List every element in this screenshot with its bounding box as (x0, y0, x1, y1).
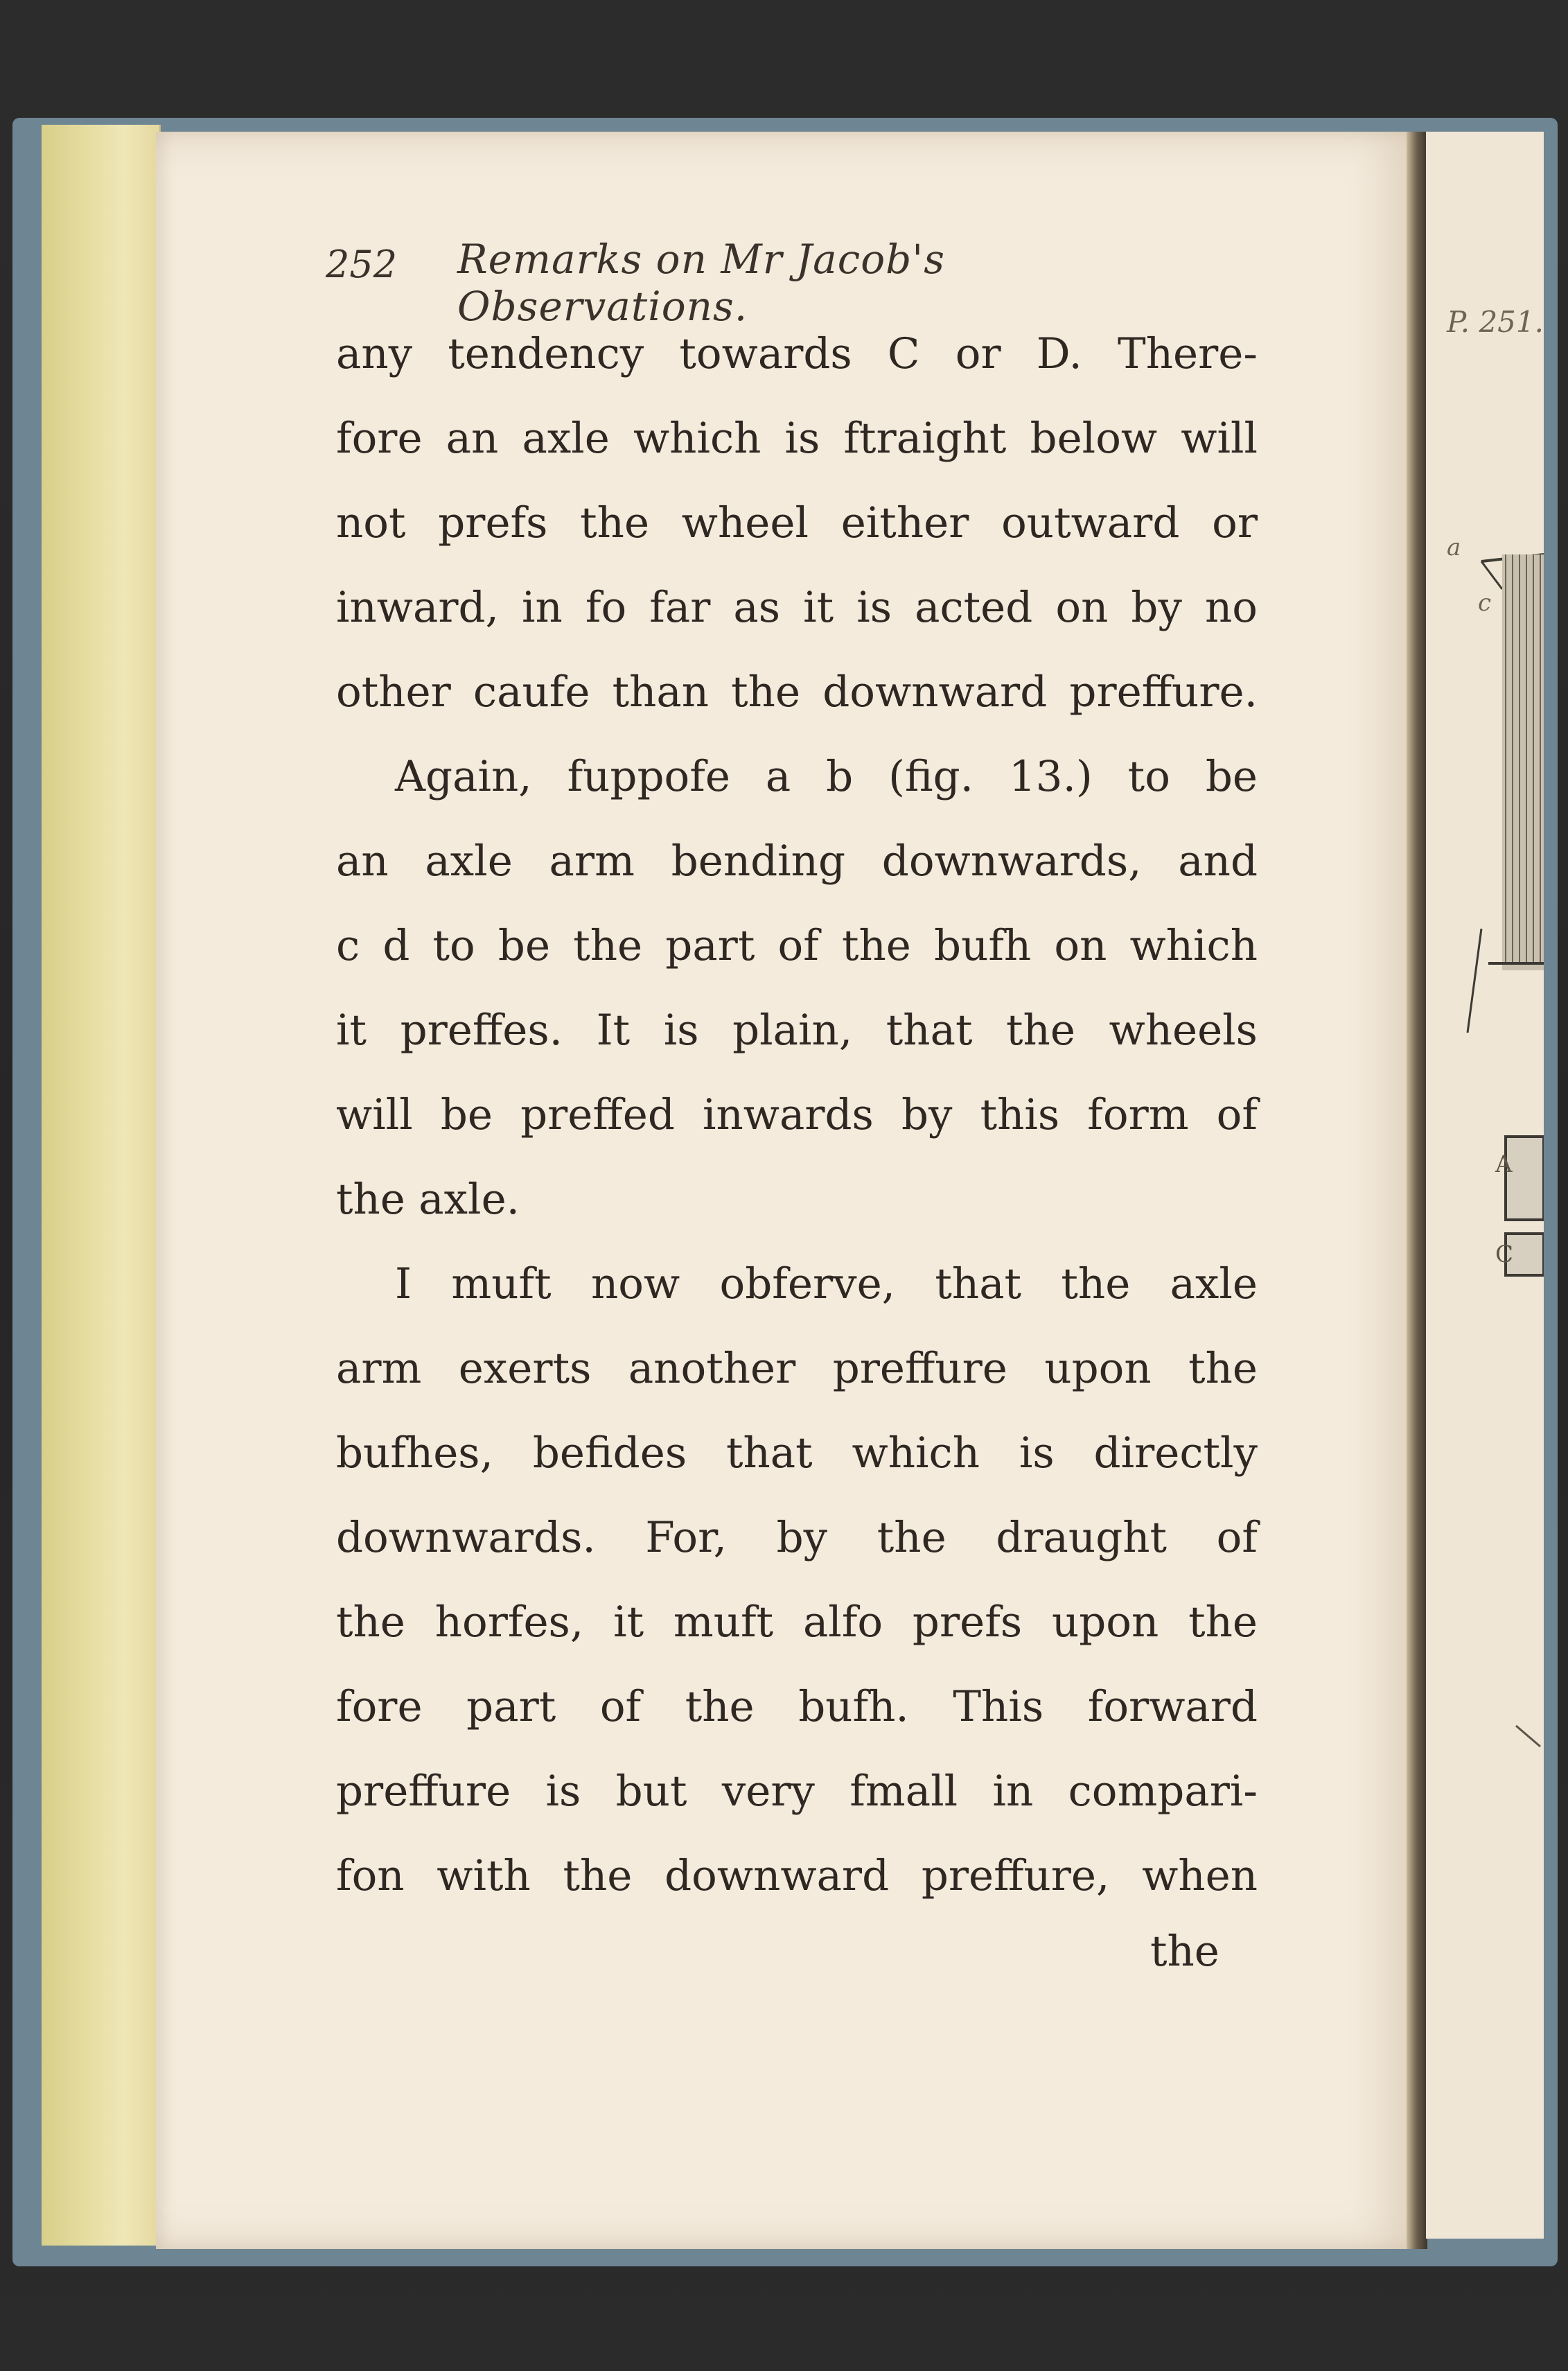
text-line: the axle. (336, 1175, 520, 1224)
text-line: downwards. For, by the draught of (336, 1513, 1258, 1562)
text-line: bufhes, befides that which is directly (336, 1428, 1258, 1478)
text-line: fore an axle which is ftraight below will (336, 414, 1258, 463)
text-line: c d to be the part of the bufh on which (336, 921, 1258, 970)
text-line: the horfes, it muft alfo prefs upon the (336, 1598, 1258, 1647)
header-title: Remarks on Mr Jacob's Observations. (457, 236, 945, 330)
plate-letter-a: a (1447, 534, 1461, 561)
text-line: arm exerts another preffure upon the (336, 1344, 1258, 1393)
text-line: an axle arm bending downwards, and (336, 837, 1258, 886)
text-line: not prefs the wheel either outward or (336, 498, 1258, 548)
text-line: other caufe than the downward preffure. (336, 667, 1258, 717)
plate-label-a: A (1495, 1150, 1513, 1178)
text-line: any tendency towards C or D. There- (336, 329, 1258, 378)
text-line: preffure is but very fmall in compari- (336, 1767, 1258, 1816)
fold-out-plate (1426, 132, 1544, 2239)
text-line: it preffes. It is plain, that the wheels (336, 1006, 1258, 1055)
running-head (326, 236, 1226, 330)
text-line: inward, in fo far as it is acted on by no (336, 583, 1258, 632)
page-edges (42, 125, 161, 2246)
page-number: 252 (326, 243, 398, 286)
text-line: will be preffed inwards by this form of (336, 1090, 1258, 1139)
plate-number: P. 251. (1447, 305, 1544, 339)
text-line: fore part of the bufh. This forward (336, 1682, 1258, 1731)
text-line: I muft now obferve, that the axle (395, 1259, 1258, 1309)
plate-letter-c: c (1478, 589, 1492, 617)
catchword: the (1150, 1927, 1219, 1976)
plate-engraving (1426, 132, 1544, 2239)
body-text (336, 312, 1258, 1918)
text-line: fon with the downward preffure, when (336, 1851, 1258, 1900)
plate-label-c: C (1495, 1241, 1514, 1268)
page-gutter (1407, 132, 1427, 2249)
text-line: Again, fuppofe a b (fig. 13.) to be (395, 752, 1258, 801)
